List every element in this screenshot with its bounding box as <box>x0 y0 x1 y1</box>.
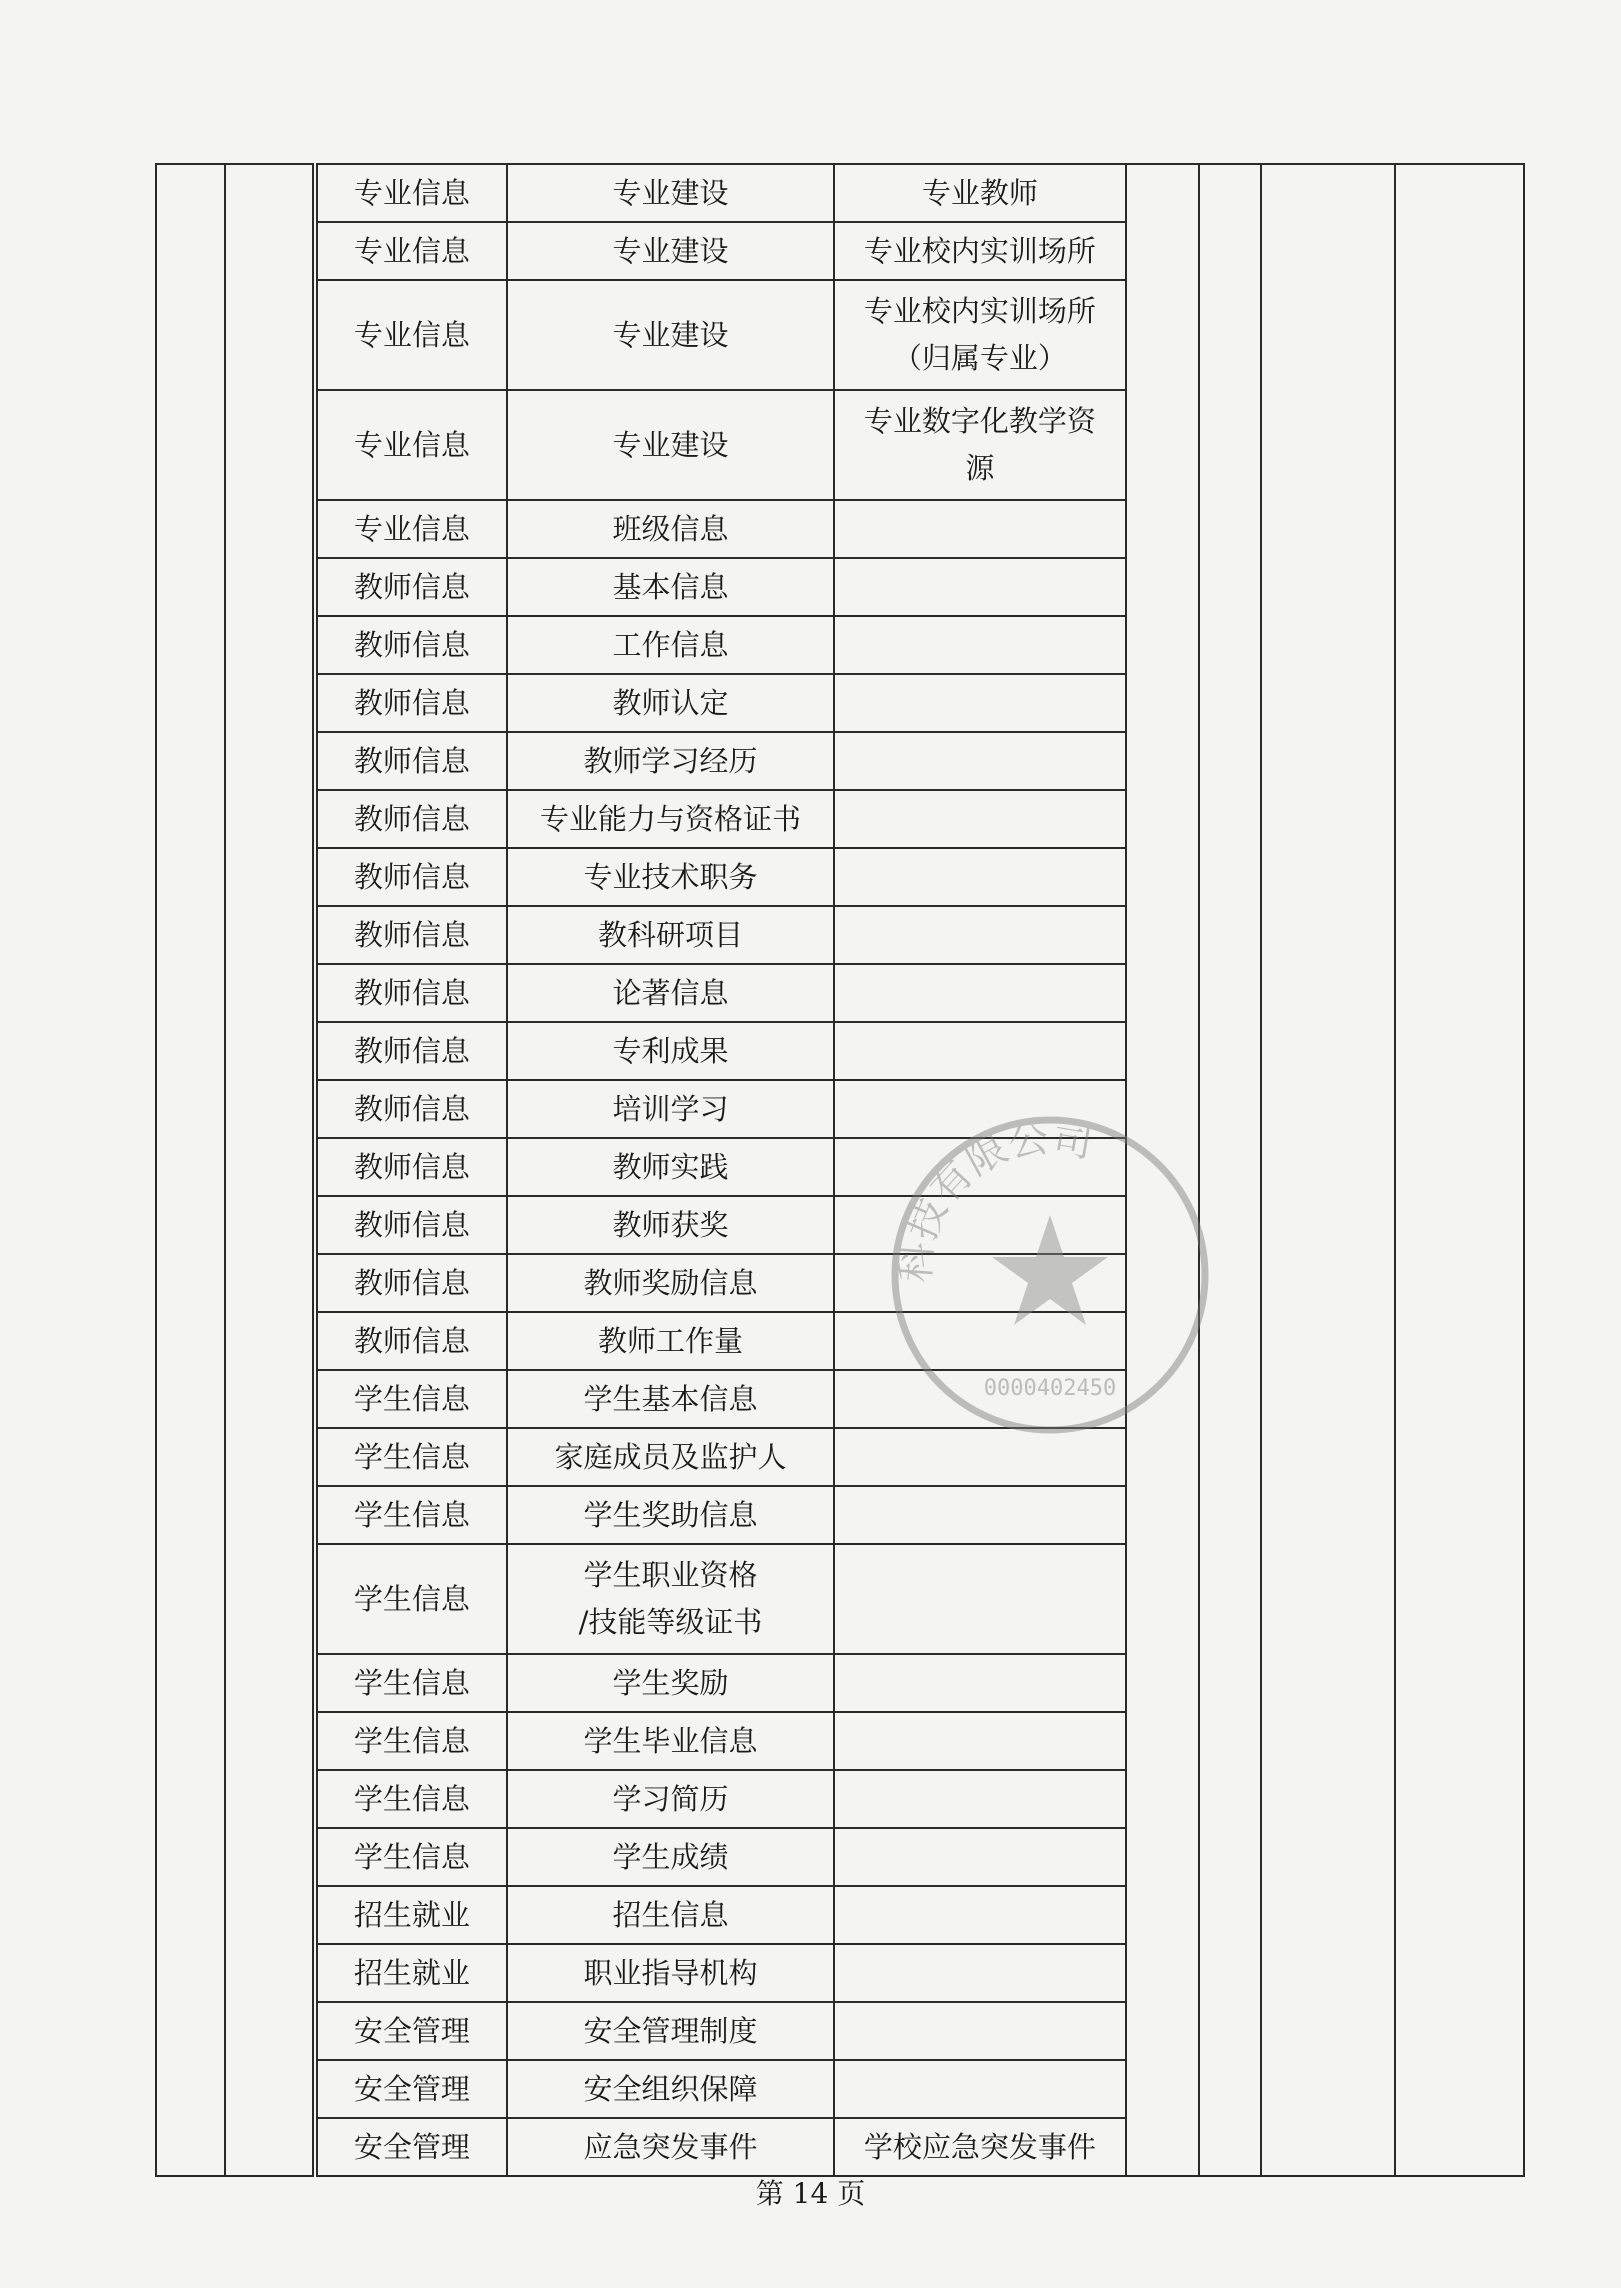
side-col-5 <box>1261 164 1396 2176</box>
item-cell: 学生奖励 <box>507 1654 833 1712</box>
category-cell: 招生就业 <box>315 1944 508 2002</box>
category-cell: 学生信息 <box>315 1654 508 1712</box>
item-cell: 工作信息 <box>507 616 833 674</box>
category-cell: 招生就业 <box>315 1886 508 1944</box>
detail-cell <box>834 790 1126 848</box>
item-cell: 应急突发事件 <box>507 2118 833 2176</box>
category-cell: 教师信息 <box>315 1138 508 1196</box>
detail-cell <box>834 1022 1126 1080</box>
category-cell: 专业信息 <box>315 390 508 500</box>
category-cell: 教师信息 <box>315 616 508 674</box>
detail-cell <box>834 2060 1126 2118</box>
side-col-6 <box>1395 164 1524 2176</box>
detail-cell <box>834 964 1126 1022</box>
category-cell: 教师信息 <box>315 1312 508 1370</box>
category-cell: 安全管理 <box>315 2118 508 2176</box>
category-cell: 学生信息 <box>315 1428 508 1486</box>
category-cell: 专业信息 <box>315 164 508 222</box>
svg-text:科技有限公司: 科技有限公司 <box>892 1114 1096 1285</box>
detail-cell: 专业校内实训场所 （归属专业） <box>834 280 1126 390</box>
detail-cell <box>834 906 1126 964</box>
detail-cell <box>834 1654 1126 1712</box>
item-cell: 专业建设 <box>507 164 833 222</box>
category-cell: 教师信息 <box>315 1022 508 1080</box>
item-cell: 学生基本信息 <box>507 1370 833 1428</box>
category-cell: 安全管理 <box>315 2002 508 2060</box>
item-cell: 教科研项目 <box>507 906 833 964</box>
item-cell: 教师获奖 <box>507 1196 833 1254</box>
detail-cell <box>834 1544 1126 1654</box>
item-cell: 学生毕业信息 <box>507 1712 833 1770</box>
detail-cell <box>834 616 1126 674</box>
item-cell: 教师认定 <box>507 674 833 732</box>
detail-cell <box>834 1370 1126 1428</box>
item-cell: 专业能力与资格证书 <box>507 790 833 848</box>
svg-text:0000402450: 0000402450 <box>983 1376 1117 1401</box>
item-cell: 班级信息 <box>507 500 833 558</box>
category-cell: 教师信息 <box>315 848 508 906</box>
detail-cell <box>834 1428 1126 1486</box>
item-cell: 专业建设 <box>507 222 833 280</box>
category-cell: 专业信息 <box>315 500 508 558</box>
category-cell: 学生信息 <box>315 1544 508 1654</box>
detail-cell <box>834 1196 1126 1254</box>
category-cell: 学生信息 <box>315 1770 508 1828</box>
category-cell: 安全管理 <box>315 2060 508 2118</box>
side-col-4 <box>1199 164 1261 2176</box>
category-cell: 教师信息 <box>315 964 508 1022</box>
category-cell: 教师信息 <box>315 558 508 616</box>
item-cell: 专业建设 <box>507 390 833 500</box>
item-cell: 家庭成员及监护人 <box>507 1428 833 1486</box>
category-cell: 教师信息 <box>315 1254 508 1312</box>
side-col-1 <box>156 164 225 2176</box>
item-cell: 专业技术职务 <box>507 848 833 906</box>
category-cell: 学生信息 <box>315 1486 508 1544</box>
detail-cell <box>834 732 1126 790</box>
category-cell: 学生信息 <box>315 1370 508 1428</box>
item-cell: 职业指导机构 <box>507 1944 833 2002</box>
detail-cell <box>834 500 1126 558</box>
item-cell: 安全组织保障 <box>507 2060 833 2118</box>
data-catalog-table <box>155 163 1525 2177</box>
category-cell: 教师信息 <box>315 732 508 790</box>
item-cell: 教师工作量 <box>507 1312 833 1370</box>
category-cell: 教师信息 <box>315 906 508 964</box>
item-cell: 教师奖励信息 <box>507 1254 833 1312</box>
side-col-3 <box>1126 164 1199 2176</box>
category-cell: 教师信息 <box>315 790 508 848</box>
detail-cell: 专业校内实训场所 <box>834 222 1126 280</box>
detail-cell <box>834 1770 1126 1828</box>
detail-cell <box>834 1312 1126 1370</box>
detail-cell <box>834 1080 1126 1138</box>
item-cell: 基本信息 <box>507 558 833 616</box>
item-cell: 安全管理制度 <box>507 2002 833 2060</box>
category-cell: 专业信息 <box>315 280 508 390</box>
detail-cell <box>834 1486 1126 1544</box>
detail-cell <box>834 558 1126 616</box>
table-row <box>156 164 1524 222</box>
item-cell: 招生信息 <box>507 1886 833 1944</box>
item-cell: 论著信息 <box>507 964 833 1022</box>
item-cell: 学生成绩 <box>507 1828 833 1886</box>
category-cell: 学生信息 <box>315 1712 508 1770</box>
page-number: 第 14 页 <box>755 2177 866 2210</box>
detail-cell: 学校应急突发事件 <box>834 2118 1126 2176</box>
detail-cell <box>834 1712 1126 1770</box>
detail-cell <box>834 1828 1126 1886</box>
detail-cell <box>834 1138 1126 1196</box>
category-cell: 教师信息 <box>315 1080 508 1138</box>
category-cell: 教师信息 <box>315 674 508 732</box>
side-col-2 <box>225 164 314 2176</box>
detail-cell <box>834 2002 1126 2060</box>
item-cell: 教师学习经历 <box>507 732 833 790</box>
item-cell: 学习简历 <box>507 1770 833 1828</box>
item-cell: 专业建设 <box>507 280 833 390</box>
detail-cell <box>834 674 1126 732</box>
item-cell: 教师实践 <box>507 1138 833 1196</box>
detail-cell <box>834 1944 1126 2002</box>
item-cell: 学生职业资格 /技能等级证书 <box>507 1544 833 1654</box>
item-cell: 专利成果 <box>507 1022 833 1080</box>
detail-cell <box>834 1886 1126 1944</box>
category-cell: 专业信息 <box>315 222 508 280</box>
category-cell: 学生信息 <box>315 1828 508 1886</box>
detail-cell: 专业数字化教学资 源 <box>834 390 1126 500</box>
detail-cell <box>834 848 1126 906</box>
item-cell: 培训学习 <box>507 1080 833 1138</box>
table-body <box>156 164 1524 2176</box>
detail-cell <box>834 1254 1126 1312</box>
category-cell: 教师信息 <box>315 1196 508 1254</box>
detail-cell: 专业教师 <box>834 164 1126 222</box>
item-cell: 学生奖助信息 <box>507 1486 833 1544</box>
